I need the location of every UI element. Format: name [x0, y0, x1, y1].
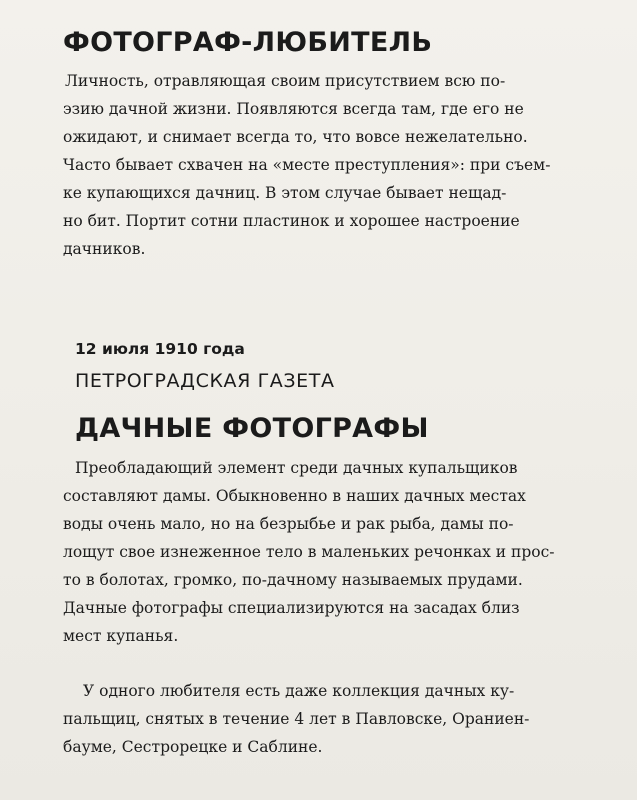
article-2-title: ДАЧНЫЕ ФОТОГРАФЫ: [75, 413, 429, 444]
text-line: дачников.: [63, 240, 146, 258]
publication-source: ПЕТРОГРАДСКАЯ ГАЗЕТА: [75, 370, 335, 392]
text-line: ожидают, и снимает всегда то, что вовсе нежелательно.: [63, 128, 528, 146]
text-line: мест купанья.: [63, 627, 179, 645]
article-2-paragraph-1: [63, 454, 583, 650]
text-line: воды очень мало, но на безрыбье и рак рыба, дамы по-: [63, 515, 514, 533]
text-line: Дачные фотографы специализируются на засадах близ: [63, 599, 520, 617]
text-line: бауме, Сестрорецке и Саблине.: [63, 738, 323, 756]
publication-date: 12 июля 1910 года: [75, 340, 245, 358]
text-line: Личность, отравляющая своим присутствием всю по-: [65, 72, 506, 90]
text-line: составляют дамы. Обыкновенно в наших дачных местах: [63, 487, 526, 505]
article-1-body: [63, 67, 583, 263]
text-line: эзию дачной жизни. Появляются всегда там, где его не: [63, 100, 524, 118]
article-1-title: ФОТОГРАФ-ЛЮБИТЕЛЬ: [63, 27, 433, 58]
text-line: Преобладающий элемент среди дачных купальщиков: [75, 459, 518, 477]
text-line: У одного любителя есть даже коллекция дачных ку-: [83, 682, 515, 700]
text-line: пальщиц, снятых в течение 4 лет в Павловске, Ораниен-: [63, 710, 530, 728]
text-line: но бит. Портит сотни пластинок и хорошее настроение: [63, 212, 520, 230]
text-line: ке купающихся дачниц. В этом случае бывает нещад-: [63, 184, 507, 202]
text-line: Часто бывает схвачен на «месте преступления»: при съем-: [63, 156, 551, 174]
text-line: лощут свое изнеженное тело в маленьких речонках и прос-: [63, 543, 555, 561]
text-line: то в болотах, громко, по-дачному называемых прудами.: [63, 571, 523, 589]
article-2-paragraph-2: [63, 677, 583, 761]
